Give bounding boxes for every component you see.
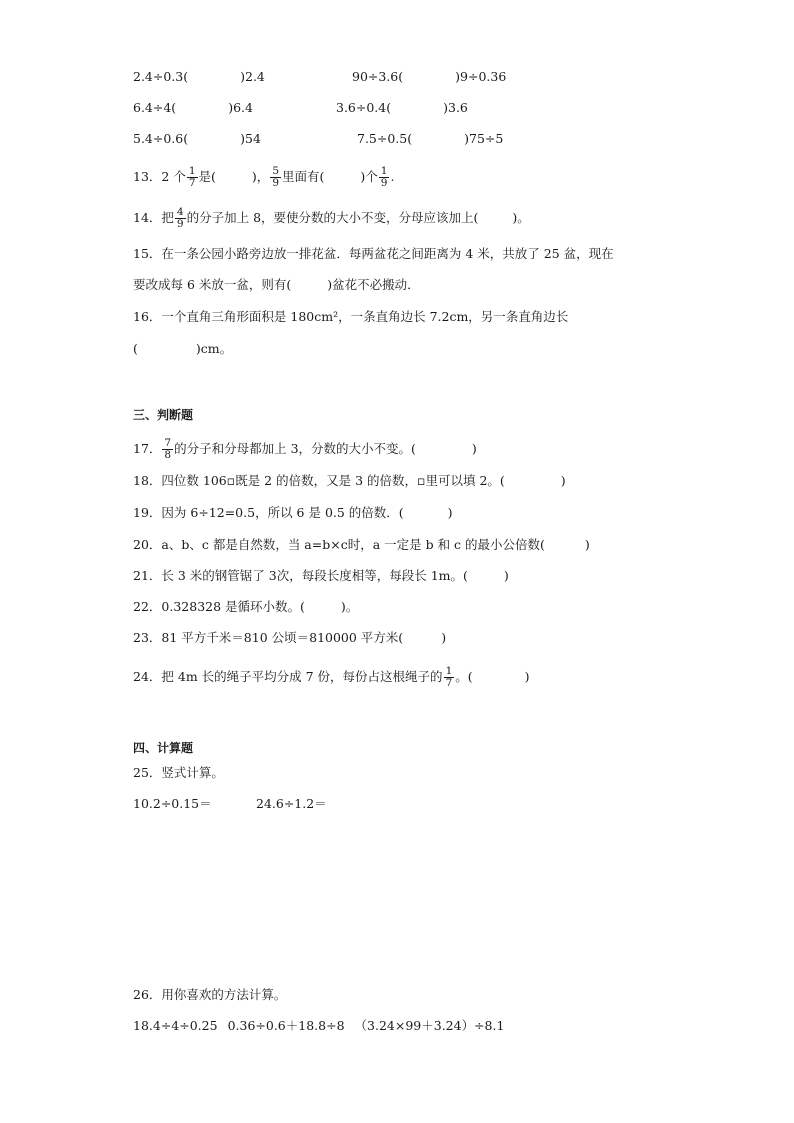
expr-3: （3.24×99＋3.24）÷8.1 [354,1018,505,1033]
section-heading-judgement: 三、判断题 [133,408,194,422]
compare-row-1 [133,69,265,85]
compare-row-2-right [336,100,468,116]
compare-right: 3.6÷0.4( [336,100,392,115]
expr-1: 18.4÷4÷0.25 [133,1018,218,1033]
compare-right: 90÷3.6( [352,69,404,84]
fraction: $\frac{1}{7}$ [188,165,196,189]
compare-right-end: )9÷0.36 [455,69,507,84]
compare-row-1-right [352,69,506,85]
compare-row-3-right [357,131,503,147]
question-25-expr-2: 24.6÷1.2＝ [256,796,327,811]
compare-row-3 [133,131,261,147]
compare-left-end: )2.4 [240,69,265,84]
question-16-line-2: ( )cm。 [133,341,233,356]
expr-2: 0.36÷0.6＋18.8÷8 [227,1018,345,1033]
question-23: 23．81 平方千米＝810 公顷＝810000 平方米( ) [133,630,447,645]
fraction: $\frac{1}{7}$ [445,665,453,689]
compare-right-end: )3.6 [443,100,468,115]
fraction: $\frac{1}{9}$ [380,165,388,189]
question-21: 21．长 3 米的钢管锯了 3次，每段长度相等，每段长 1m。( ) [133,568,509,583]
question-19: 19．因为 6÷12=0.5，所以 6 是 0.5 的倍数．( ) [133,505,453,520]
compare-right: 7.5÷0.5( [357,131,413,146]
compare-left-end: )54 [240,131,261,146]
question-25-title: 25．竖式计算。 [133,765,224,780]
fraction: $\frac{7}{8}$ [164,437,172,461]
question-15-line-1: 15．在一条公园小路旁边放一排花盆．每两盆花之间距离为 4 米，共放了 25 盆，现在 [133,246,614,261]
question-26-exprs [133,1018,504,1034]
compare-right-end: )75÷5 [464,131,504,146]
question-22: 22．0.328328 是循环小数。( )。 [133,599,359,614]
question-20: 20．a、b、c 都是自然数，当 a=b×c时，a 一定是 b 和 c 的最小公倍数( ) [133,537,590,552]
compare-left: 2.4÷0.3( [133,69,189,84]
question-26-title: 26．用你喜欢的方法计算。 [133,987,287,1002]
compare-row-2 [133,100,253,116]
section-heading-calculation: 四、计算题 [133,741,194,755]
compare-left: 5.4÷0.6( [133,131,189,146]
question-24: 24．把 4m 长的绳子平均分成 7 份，每份占这根绳子的 $\frac{1}{7}$ 。( ) [133,665,530,689]
fraction: $\frac{4}{9}$ [176,206,184,230]
question-15-line-2: 要改成每 6 米放一盆，则有( )盆花不必搬动． [133,277,420,292]
question-13: 13．2 个 $\frac{1}{7}$ 是( )， $\frac{5}{9}$ 里面有( )个 $\frac{1}{9}$ . [133,165,395,189]
compare-left-end: )6.4 [228,100,253,115]
question-25-expr-1: 10.2÷0.15＝ [133,796,212,811]
fraction: $\frac{5}{9}$ [272,165,279,189]
compare-left: 6.4÷4( [133,100,177,115]
question-17: 17． $\frac{7}{8}$ 的分子和分母都加上 3，分数的大小不变。( ) [133,437,477,461]
question-16-line-1: 16．一个直角三角形面积是 180cm²，一条直角边长 7.2cm，另一条直角边长 [133,309,569,324]
question-14: 14．把 $\frac{4}{9}$ 的分子加上 8，要使分数的大小不变，分母应该加上( )。 [133,206,530,230]
question-18: 18．四位数 106▫既是 2 的倍数，又是 3 的倍数，▫里可以填 2。( ) [133,473,566,488]
